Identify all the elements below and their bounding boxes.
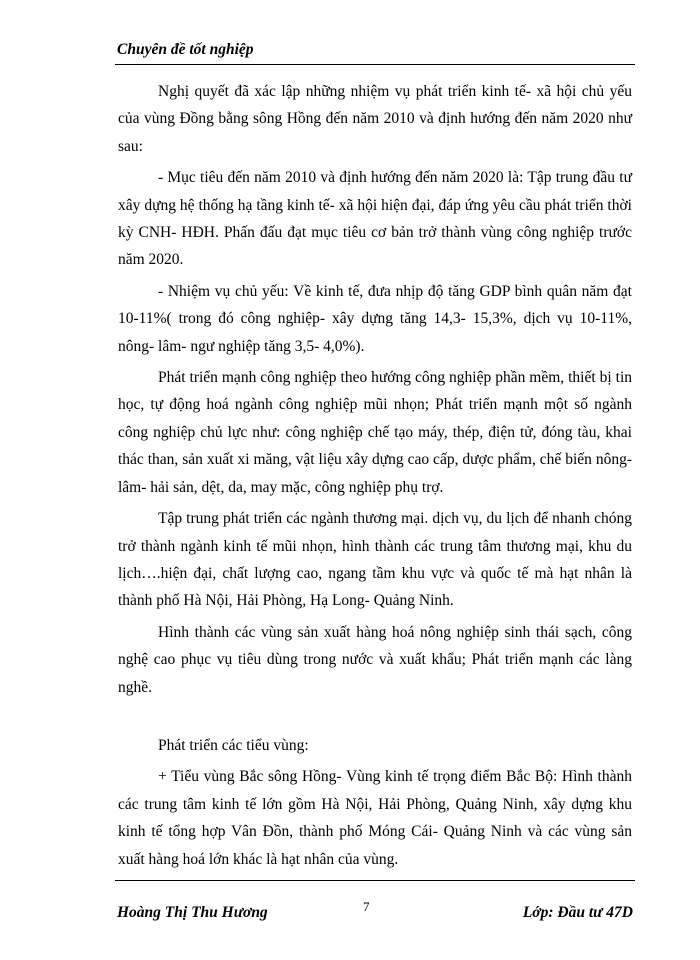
class-label: Lớp: Đầu tư 47D [522,904,633,921]
paragraph: Hình thành các vùng sản xuất hàng hoá nông nghiệp sinh thái sạch, công nghệ cao phục vụ tiêu dùng trong nước và xuất khẩu; Phát triển mạnh các làng nghề. [118,623,632,696]
page-number: 7 [363,899,370,914]
document-body [118,78,632,877]
paragraph: + Tiểu vùng Bắc sông Hồng- Vùng kinh tế trọng điểm Bắc Bộ: Hình thành các trung tâm kinh tế lớn gồm Hà Nội, Hải Phòng, Quảng Ninh, xây dựng khu kinh tế tổng hợp Vân Đồn, thành phố Móng Cái- Quảng Ninh và các vùng sản xuất hàng hoá lớn khác là hạt nhân của vùng. [118,768,632,868]
section-heading: Phát triển các tiểu vùng: [158,736,309,754]
page-footer [115,880,635,921]
paragraph: - Mục tiêu đến năm 2010 và định hướng đến năm 2020 là: Tập trung đầu tư xây dựng hệ thống hạ tầng kinh tế- xã hội hiện đại, đáp ứng yêu cầu phát triển thời kỳ CNH- HĐH. Phấn đấu đạt mục tiêu cơ bản trở thành vùng công nghiệp trước năm 2020. [118,169,632,269]
paragraph: Nghị quyết đã xác lập những nhiệm vụ phát triển kinh tế- xã hội chủ yếu của vùng Đồng bằng sông Hồng đến năm 2010 và định hướng đến năm 2020 như sau: [118,83,632,155]
paragraph: Phát triển mạnh công nghiệp theo hướng công nghiệp phần mềm, thiết bị tin học, tự động hoá ngành công nghiệp mũi nhọn; Phát triển mạnh một số ngành công nghiệp chủ lực như: công nghiệp chế tạo máy, thép, điện tử, đóng tàu, khai thác than, sản xuất xi măng, vật liệu xây dựng cao cấp, dược phẩm, chế biến nông- lâm- hải sản, dệt, da, may mặc, công nghiệp phụ trợ. [118,369,632,496]
paragraph: Tập trung phát triển các ngành thương mại. dịch vụ, du lịch để nhanh chóng trở thành ngành kinh tế mũi nhọn, hình thành các trung tâm thương mại, khu du lịch….hiện đại, chất lượng cao, ngang tầm khu vực và quốc tế mà hạt nhân là thành phố Hà Nội, Hải Phòng, Hạ Long- Quảng Ninh. [118,510,632,610]
document-title: Chuyên đề tốt nghiệp [117,41,254,58]
author-name: Hoàng Thị Thu Hương [117,904,268,921]
page-header [115,40,635,65]
paragraph: - Nhiệm vụ chủ yếu: Về kinh tế, đưa nhịp độ tăng GDP bình quân năm đạt 10-11%( trong đó công nghiệp- xây dựng tăng 14,3- 15,3%, dịch vụ 10-11%, nông- lâm- ngư nghiệp tăng 3,5- 4,0%). [118,282,632,355]
